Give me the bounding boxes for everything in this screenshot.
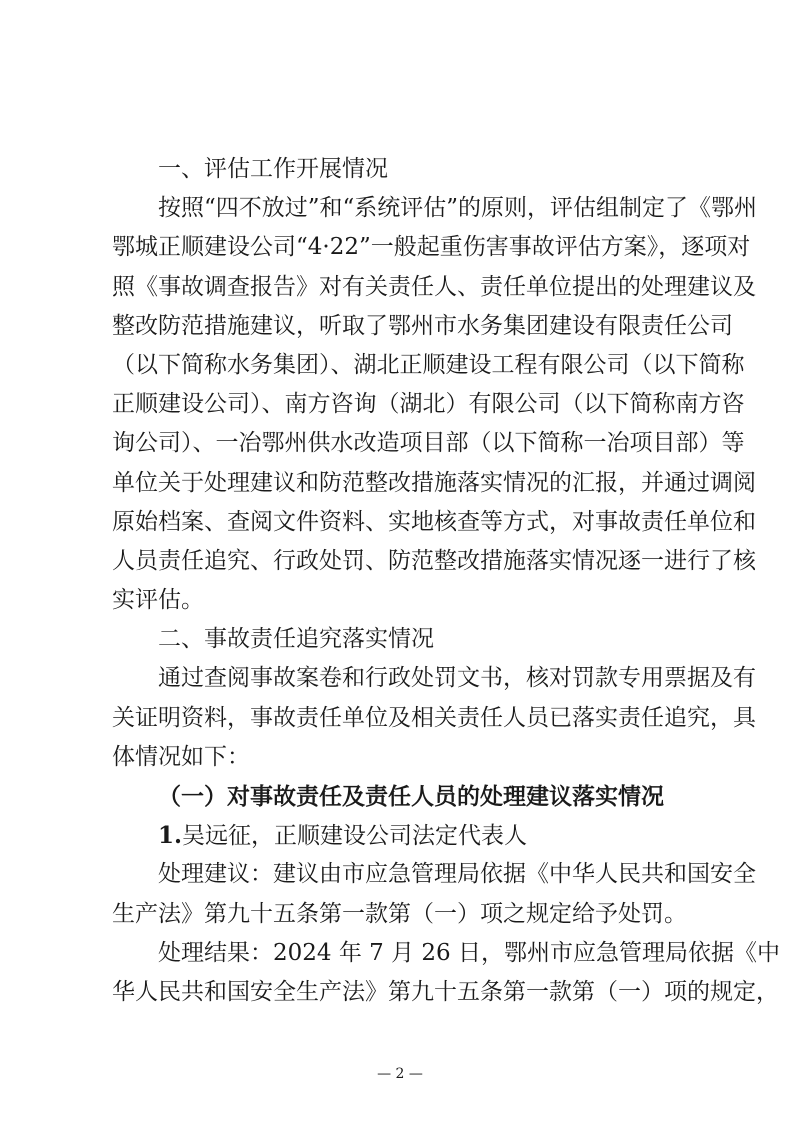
paragraph-line: 整改防范措施建议，听取了鄂州市水务集团建设有限责任公司 (112, 312, 733, 339)
item-title: 吴远征，正顺建设公司法定代表人 (182, 823, 528, 850)
item-heading (112, 816, 692, 855)
paragraph-line: 实评估。 (112, 587, 204, 614)
document-body (112, 150, 780, 1012)
paragraph-line: （以下简称水务集团）、湖北正顺建设工程有限公司（以下简称 (112, 351, 745, 378)
paragraph-line: 询公司）、一冶鄂州供水改造项目部（以下简称一冶项目部）等 (112, 430, 745, 457)
suggestion-line: 处理建议：建议由市应急管理局依据《中华人民共和国安全 (158, 861, 756, 888)
page-number: — 2 — (377, 1066, 423, 1082)
paragraph-line: 单位关于处理建议和防范整改措施落实情况的汇报，并通过调阅 (112, 469, 756, 496)
section-heading-2: 二、事故责任追究落实情况 (158, 626, 434, 653)
paragraph-line: 鄂城正顺建设公司“4·22”一般起重伤害事故评估方案》，逐项对 (112, 234, 751, 261)
section-heading-1: 一、评估工作开展情况 (158, 156, 388, 182)
paragraph-line: 照《事故调查报告》对有关责任人、责任单位提出的处理建议及 (112, 273, 756, 300)
paragraph-line: 关证明资料，事故责任单位及相关责任人员已落实责任追究，具 (112, 704, 756, 731)
item-number: 1. (158, 822, 183, 850)
paragraph-line: 体情况如下： (112, 743, 250, 770)
result-line: 处理结果：2024 年 7 月 26 日，鄂州市应急管理局依据《中 (158, 939, 780, 966)
paragraph-line: 按照“四不放过”和“系统评估”的原则，评估组制定了《鄂州 (158, 195, 758, 222)
subsection-heading: （一）对事故责任及责任人员的处理建议落实情况 (158, 783, 664, 810)
paragraph-line: 人员责任追究、行政处罚、防范整改措施落实情况逐一进行了核 (112, 547, 756, 574)
suggestion-line: 生产法》第九十五条第一款第（一）项之规定给予处罚。 (112, 900, 687, 927)
paragraph-line: 通过查阅事故案卷和行政处罚文书，核对罚款专用票据及有 (158, 665, 756, 692)
result-line: 华人民共和国安全生产法》第九十五条第一款第（一）项的规定， (112, 978, 779, 1005)
paragraph-line: 原始档案、查阅文件资料、实地核查等方式，对事故责任单位和 (112, 508, 756, 535)
paragraph-line: 正顺建设公司）、南方咨询（湖北）有限公司（以下简称南方咨 (112, 391, 745, 418)
